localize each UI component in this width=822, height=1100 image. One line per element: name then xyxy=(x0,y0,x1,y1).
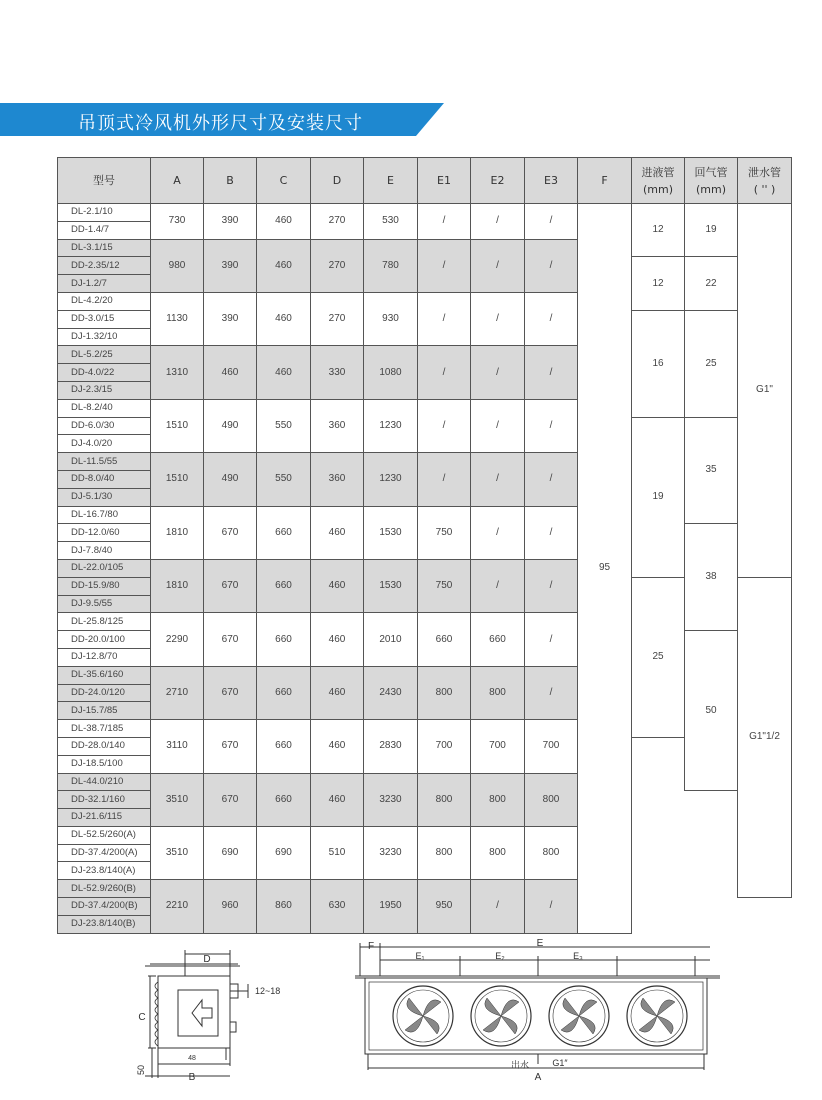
dim-d-cell: 330 xyxy=(311,346,364,399)
model-cell: DL-16.7/80 xyxy=(58,506,151,524)
dim-e2-cell: 700 xyxy=(471,720,525,773)
dim-a-cell: 3110 xyxy=(151,720,204,773)
dim-e3-cell: / xyxy=(525,346,578,399)
dim-b-cell: 670 xyxy=(204,720,257,773)
dim-e1-cell: / xyxy=(418,292,471,345)
dim-a-cell: 1510 xyxy=(151,453,204,506)
side-label-pipe: 12~18 xyxy=(255,986,281,996)
model-cell: DJ-5.1/30 xyxy=(58,488,151,506)
dim-a-cell: 1130 xyxy=(151,292,204,345)
dim-e2-cell: / xyxy=(471,292,525,345)
dim-c-cell: 660 xyxy=(257,559,311,612)
dim-e3-cell: / xyxy=(525,666,578,719)
dim-e1-cell: / xyxy=(418,346,471,399)
model-cell: DD-4.0/22 xyxy=(58,364,151,382)
side-label-c: C xyxy=(138,1012,146,1023)
front-label-e3: E₃ xyxy=(573,951,583,961)
model-cell: DD-3.0/15 xyxy=(58,310,151,328)
dim-e1-cell: 660 xyxy=(418,613,471,666)
model-cell: DJ-23.8/140(B) xyxy=(58,915,151,933)
gas-pipe-cell: 35 xyxy=(685,417,738,524)
dim-e2-cell: 660 xyxy=(471,613,525,666)
model-cell: DJ-18.5/100 xyxy=(58,755,151,773)
dim-c-cell: 460 xyxy=(257,239,311,292)
model-cell: DL-3.1/15 xyxy=(58,239,151,257)
front-label-e2: E₂ xyxy=(495,951,505,961)
header-gas-pipe-unit: (mm) xyxy=(695,182,726,196)
gas-pipe-cell: 22 xyxy=(685,257,738,310)
dim-e1-cell: 750 xyxy=(418,506,471,559)
dim-a-cell: 3510 xyxy=(151,773,204,826)
dim-e-cell: 1080 xyxy=(364,346,418,399)
dim-d-cell: 460 xyxy=(311,666,364,719)
dim-e-cell: 3230 xyxy=(364,826,418,879)
dim-e1-cell: 800 xyxy=(418,666,471,719)
dim-c-cell: 460 xyxy=(257,292,311,345)
dim-d-cell: 360 xyxy=(311,399,364,452)
front-label-e1: E₁ xyxy=(415,951,425,961)
header-e1: E1 xyxy=(418,158,471,204)
table-row xyxy=(58,880,792,898)
model-cell: DJ-1.32/10 xyxy=(58,328,151,346)
dim-e-cell: 930 xyxy=(364,292,418,345)
header-liquid-pipe-label: 进液管 xyxy=(641,165,675,179)
dim-a-cell: 3510 xyxy=(151,826,204,879)
dim-b-cell: 670 xyxy=(204,506,257,559)
front-label-f: F xyxy=(367,941,375,952)
dim-b-cell: 490 xyxy=(204,399,257,452)
dim-e1-cell: / xyxy=(418,453,471,506)
header-drain-pipe-label: 泄水管 xyxy=(748,165,781,179)
dim-e-cell: 1530 xyxy=(364,506,418,559)
gas-pipe-cell: 38 xyxy=(685,524,738,631)
liquid-pipe-cell: 12 xyxy=(632,204,685,257)
dim-e-cell: 2430 xyxy=(364,666,418,719)
liquid-pipe-cell: 25 xyxy=(632,577,685,737)
dim-e-cell: 2010 xyxy=(364,613,418,666)
dim-e2-cell: / xyxy=(471,506,525,559)
model-cell: DD-1.4/7 xyxy=(58,221,151,239)
header-liquid-pipe xyxy=(632,158,685,204)
dim-e-cell: 1230 xyxy=(364,453,418,506)
dim-e1-cell: 800 xyxy=(418,826,471,879)
model-cell: DD-6.0/30 xyxy=(58,417,151,435)
dim-c-cell: 690 xyxy=(257,826,311,879)
dim-e1-cell: / xyxy=(418,399,471,452)
header-e2: E2 xyxy=(471,158,525,204)
dim-d-cell: 460 xyxy=(311,559,364,612)
dim-e-cell: 780 xyxy=(364,239,418,292)
dim-c-cell: 460 xyxy=(257,346,311,399)
side-label-bottom-dim: 48 xyxy=(188,1055,196,1062)
dim-e3-cell: / xyxy=(525,613,578,666)
header-drain-pipe xyxy=(738,158,792,204)
header-model: 型号 xyxy=(58,158,151,204)
dim-e3-cell: / xyxy=(525,399,578,452)
model-cell: DL-11.5/55 xyxy=(58,453,151,471)
liquid-pipe-cell: 12 xyxy=(632,257,685,310)
model-cell: DD-20.0/100 xyxy=(58,631,151,649)
model-cell: DD-12.0/60 xyxy=(58,524,151,542)
side-label-height: 50 xyxy=(136,1064,146,1076)
model-cell: DL-38.7/185 xyxy=(58,720,151,738)
installation-diagrams xyxy=(130,938,740,1083)
dim-e3-cell: / xyxy=(525,506,578,559)
header-d: D xyxy=(311,158,364,204)
model-cell: DJ-12.8/70 xyxy=(58,648,151,666)
header-c: C xyxy=(257,158,311,204)
dim-d-cell: 360 xyxy=(311,453,364,506)
dim-d-cell: 270 xyxy=(311,292,364,345)
dim-a-cell: 1310 xyxy=(151,346,204,399)
dim-e1-cell: 800 xyxy=(418,773,471,826)
dim-c-cell: 550 xyxy=(257,399,311,452)
model-cell: DL-8.2/40 xyxy=(58,399,151,417)
model-cell: DJ-1.2/7 xyxy=(58,275,151,293)
model-cell: DD-37.4/200(B) xyxy=(58,898,151,916)
dim-b-cell: 490 xyxy=(204,453,257,506)
dim-e2-cell: / xyxy=(471,453,525,506)
header-b: B xyxy=(204,158,257,204)
dim-d-cell: 510 xyxy=(311,826,364,879)
dim-b-cell: 960 xyxy=(204,880,257,933)
dim-a-cell: 730 xyxy=(151,204,204,240)
dim-e1-cell: 700 xyxy=(418,720,471,773)
dim-d-cell: 630 xyxy=(311,880,364,933)
dim-e-cell: 2830 xyxy=(364,720,418,773)
model-cell: DL-4.2/20 xyxy=(58,292,151,310)
dim-c-cell: 660 xyxy=(257,506,311,559)
model-cell: DD-2.35/12 xyxy=(58,257,151,275)
dim-f-cell: 95 xyxy=(578,204,632,934)
dim-c-cell: 660 xyxy=(257,666,311,719)
dim-e2-cell: 800 xyxy=(471,773,525,826)
dim-e3-cell: / xyxy=(525,880,578,933)
dim-d-cell: 460 xyxy=(311,720,364,773)
dim-b-cell: 670 xyxy=(204,559,257,612)
liquid-pipe-cell: 16 xyxy=(632,310,685,417)
gas-pipe-cell: 25 xyxy=(685,310,738,417)
model-cell: DJ-7.8/40 xyxy=(58,542,151,560)
dim-e-cell: 3230 xyxy=(364,773,418,826)
dim-c-cell: 660 xyxy=(257,720,311,773)
dim-c-cell: 660 xyxy=(257,613,311,666)
model-cell: DL-2.1/10 xyxy=(58,204,151,222)
model-cell: DD-24.0/120 xyxy=(58,684,151,702)
model-cell: DJ-23.8/140(A) xyxy=(58,862,151,880)
dim-e2-cell: / xyxy=(471,880,525,933)
dim-b-cell: 390 xyxy=(204,239,257,292)
table-row xyxy=(58,773,792,791)
drain-pipe-cell: G1" xyxy=(738,204,792,578)
model-cell: DL-25.8/125 xyxy=(58,613,151,631)
front-label-drain: 出水 xyxy=(510,1060,530,1070)
dim-d-cell: 270 xyxy=(311,239,364,292)
fan-icon-group xyxy=(393,986,687,1046)
model-cell: DL-44.0/210 xyxy=(58,773,151,791)
model-cell: DL-52.5/260(A) xyxy=(58,826,151,844)
header-gas-pipe-label: 回气管 xyxy=(694,165,728,179)
dim-e-cell: 530 xyxy=(364,204,418,240)
table-row xyxy=(58,204,792,222)
dim-b-cell: 390 xyxy=(204,204,257,240)
dim-e3-cell: / xyxy=(525,239,578,292)
gas-pipe-cell: 19 xyxy=(685,204,738,257)
dim-a-cell: 2290 xyxy=(151,613,204,666)
model-cell: DL-35.6/160 xyxy=(58,666,151,684)
dim-b-cell: 690 xyxy=(204,826,257,879)
side-label-d: D xyxy=(203,954,211,965)
dim-c-cell: 550 xyxy=(257,453,311,506)
dim-d-cell: 460 xyxy=(311,773,364,826)
model-cell: DD-8.0/40 xyxy=(58,470,151,488)
gas-pipe-cell: 50 xyxy=(685,631,738,791)
spec-table xyxy=(57,157,792,934)
dim-a-cell: 980 xyxy=(151,239,204,292)
dim-e2-cell: / xyxy=(471,399,525,452)
dim-b-cell: 670 xyxy=(204,773,257,826)
dim-c-cell: 460 xyxy=(257,204,311,240)
header-e: E xyxy=(364,158,418,204)
dim-e1-cell: 950 xyxy=(418,880,471,933)
dim-e3-cell: 700 xyxy=(525,720,578,773)
dim-e3-cell: / xyxy=(525,292,578,345)
model-cell: DL-22.0/105 xyxy=(58,559,151,577)
header-e3: E3 xyxy=(525,158,578,204)
model-cell: DJ-4.0/20 xyxy=(58,435,151,453)
model-cell: DL-5.2/25 xyxy=(58,346,151,364)
dim-b-cell: 670 xyxy=(204,666,257,719)
header-a: A xyxy=(151,158,204,204)
dim-e2-cell: / xyxy=(471,204,525,240)
dim-d-cell: 460 xyxy=(311,506,364,559)
front-label-drain-size: G1″ xyxy=(552,1058,568,1068)
front-label-e: E xyxy=(536,938,544,949)
page-title: 吊顶式冷风机外形尺寸及安装尺寸 xyxy=(78,113,363,134)
table-row xyxy=(58,826,792,844)
dim-c-cell: 660 xyxy=(257,773,311,826)
model-cell: DD-32.1/160 xyxy=(58,791,151,809)
dim-a-cell: 1510 xyxy=(151,399,204,452)
dim-e3-cell: 800 xyxy=(525,826,578,879)
dim-a-cell: 1810 xyxy=(151,559,204,612)
model-cell: DD-37.4/200(A) xyxy=(58,844,151,862)
side-label-b: B xyxy=(188,1072,196,1083)
dim-e3-cell: / xyxy=(525,559,578,612)
dim-e2-cell: / xyxy=(471,559,525,612)
dim-e1-cell: 750 xyxy=(418,559,471,612)
front-label-a: A xyxy=(534,1072,542,1083)
dim-e3-cell: 800 xyxy=(525,773,578,826)
dim-a-cell: 2710 xyxy=(151,666,204,719)
dim-e3-cell: / xyxy=(525,453,578,506)
header-liquid-pipe-unit: (mm) xyxy=(642,182,673,196)
dim-e2-cell: 800 xyxy=(471,826,525,879)
model-cell: DJ-9.5/55 xyxy=(58,595,151,613)
model-cell: DJ-15.7/85 xyxy=(58,702,151,720)
model-cell: DJ-21.6/115 xyxy=(58,809,151,827)
dim-b-cell: 390 xyxy=(204,292,257,345)
dim-e-cell: 1530 xyxy=(364,559,418,612)
model-cell: DJ-2.3/15 xyxy=(58,381,151,399)
model-cell: DD-28.0/140 xyxy=(58,737,151,755)
dim-b-cell: 670 xyxy=(204,613,257,666)
model-cell: DD-15.9/80 xyxy=(58,577,151,595)
dim-a-cell: 2210 xyxy=(151,880,204,933)
header-f: F xyxy=(578,158,632,204)
model-cell: DL-52.9/260(B) xyxy=(58,880,151,898)
dim-b-cell: 460 xyxy=(204,346,257,399)
dim-e-cell: 1230 xyxy=(364,399,418,452)
dim-e1-cell: / xyxy=(418,239,471,292)
table-header-row xyxy=(58,158,792,204)
dim-e-cell: 1950 xyxy=(364,880,418,933)
header-gas-pipe xyxy=(685,158,738,204)
header-drain-pipe-unit: ( '' ) xyxy=(753,182,776,196)
side-view-diagram xyxy=(145,950,248,1078)
dim-d-cell: 270 xyxy=(311,204,364,240)
dim-e1-cell: / xyxy=(418,204,471,240)
dim-e2-cell: 800 xyxy=(471,666,525,719)
dim-a-cell: 1810 xyxy=(151,506,204,559)
drain-pipe-cell: G1"1/2 xyxy=(738,577,792,897)
liquid-pipe-cell: 19 xyxy=(632,417,685,577)
dim-d-cell: 460 xyxy=(311,613,364,666)
dim-e2-cell: / xyxy=(471,346,525,399)
dim-c-cell: 860 xyxy=(257,880,311,933)
dim-e2-cell: / xyxy=(471,239,525,292)
dim-e3-cell: / xyxy=(525,204,578,240)
